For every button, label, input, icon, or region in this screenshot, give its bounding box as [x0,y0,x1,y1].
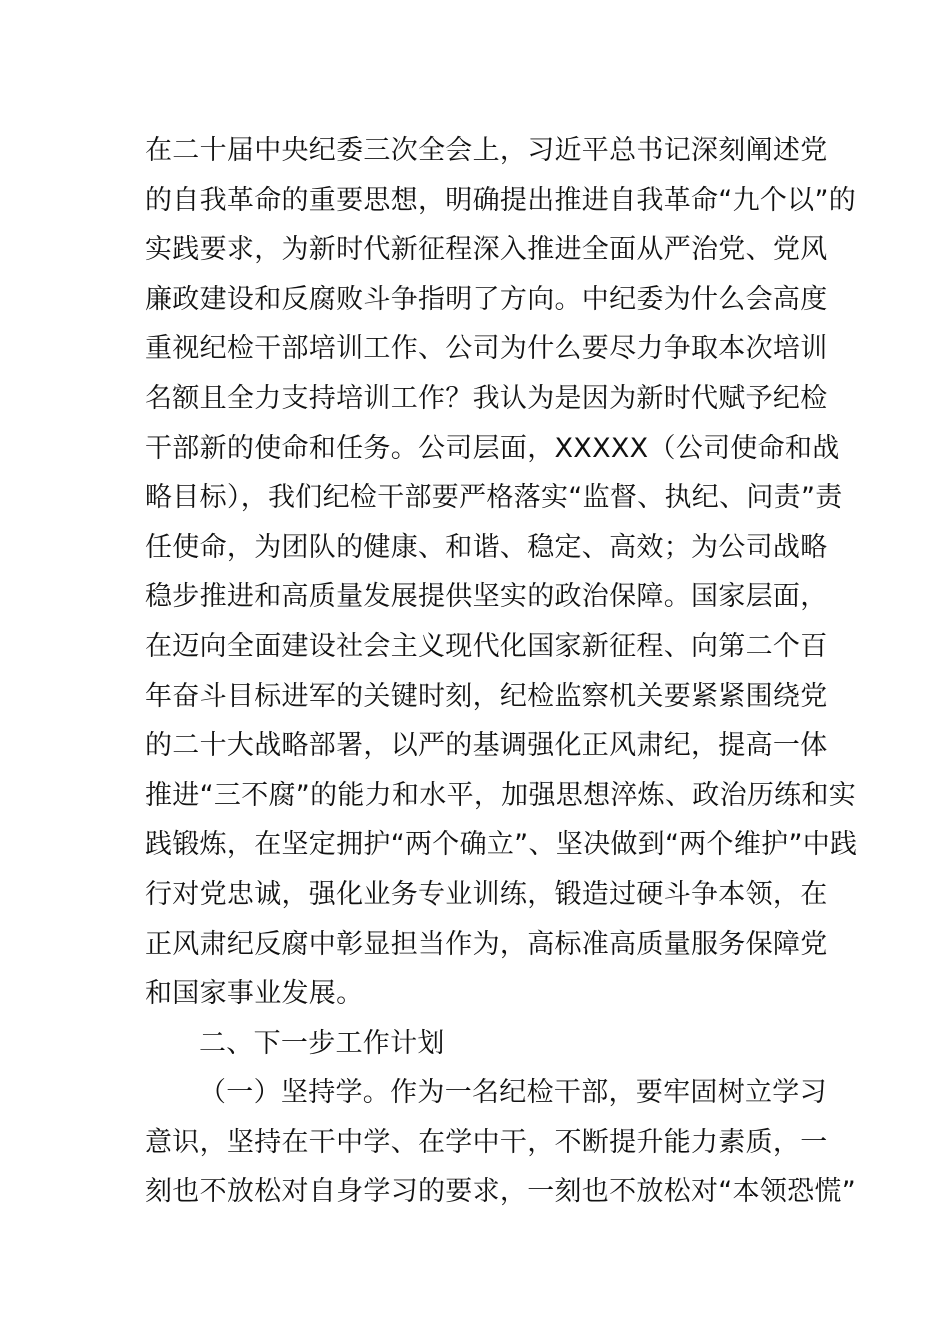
body-text [145,126,858,1217]
text-line: 名额且全力支持培训工作？我认为是因为新时代赋予纪检 [145,382,828,414]
text-line: 的自我革命的重要思想，明确提出推进自我革命“九个以”的 [145,184,857,216]
text-line: 实践要求，为新时代新征程深入推进全面从严治党、党风 [145,234,828,266]
section-heading: 二、下一步工作计划 [199,1027,445,1059]
text-line: 重视纪检干部培训工作、公司为什么要尽力争取本次培训 [145,333,828,365]
text-line: 行对党忠诚，强化业务专业训练，锻造过硬斗争本领，在 [145,878,828,910]
text-line: 意识，坚持在干中学、在学中干，不断提升能力素质，一 [145,1126,828,1158]
text-line: 略目标），我们纪检干部要严格落实“监督、执纪、问责”责 [145,482,843,514]
text-line: 和国家事业发展。 [145,978,364,1010]
paragraph-2 [145,1068,857,1217]
text-line: 在迈向全面建设社会主义现代化国家新征程、向第二个百 [145,630,828,662]
text-line: 践锻炼，在坚定拥护“两个确立”、坚决做到“两个维护”中践 [145,829,858,861]
text-line: 正风肃纪反腐中彰显担当作为，高标准高质量服务保障党 [145,928,828,960]
text-line: 推进“三不腐”的能力和水平，加强思想淬炼、政治历练和实 [145,779,857,811]
text-line: 刻也不放松对自身学习的要求，一刻也不放松对“本领恐慌” [145,1176,857,1208]
text-line: 干部新的使命和任务。公司层面，XXXXX（公司使命和战 [145,432,840,464]
text-line: 稳步推进和高质量发展提供坚实的政治保障。国家层面， [145,581,828,613]
text-line: 的二十大战略部署，以严的基调强化正风肃纪，提高一体 [145,730,828,762]
text-line: （一）坚持学。作为一名纪检干部，要牢固树立学习 [199,1077,827,1109]
text-line: 在二十届中央纪委三次全会上，习近平总书记深刻阐述党 [145,135,828,166]
text-line: 年奋斗目标进军的关键时刻，纪检监察机关要紧紧围绕党 [145,680,828,712]
paragraph-1 [145,126,858,1019]
text-line: 廉政建设和反腐败斗争指明了方向。中纪委为什么会高度 [145,283,828,315]
text-line: 任使命，为团队的健康、和谐、稳定、高效；为公司战略 [145,531,828,563]
